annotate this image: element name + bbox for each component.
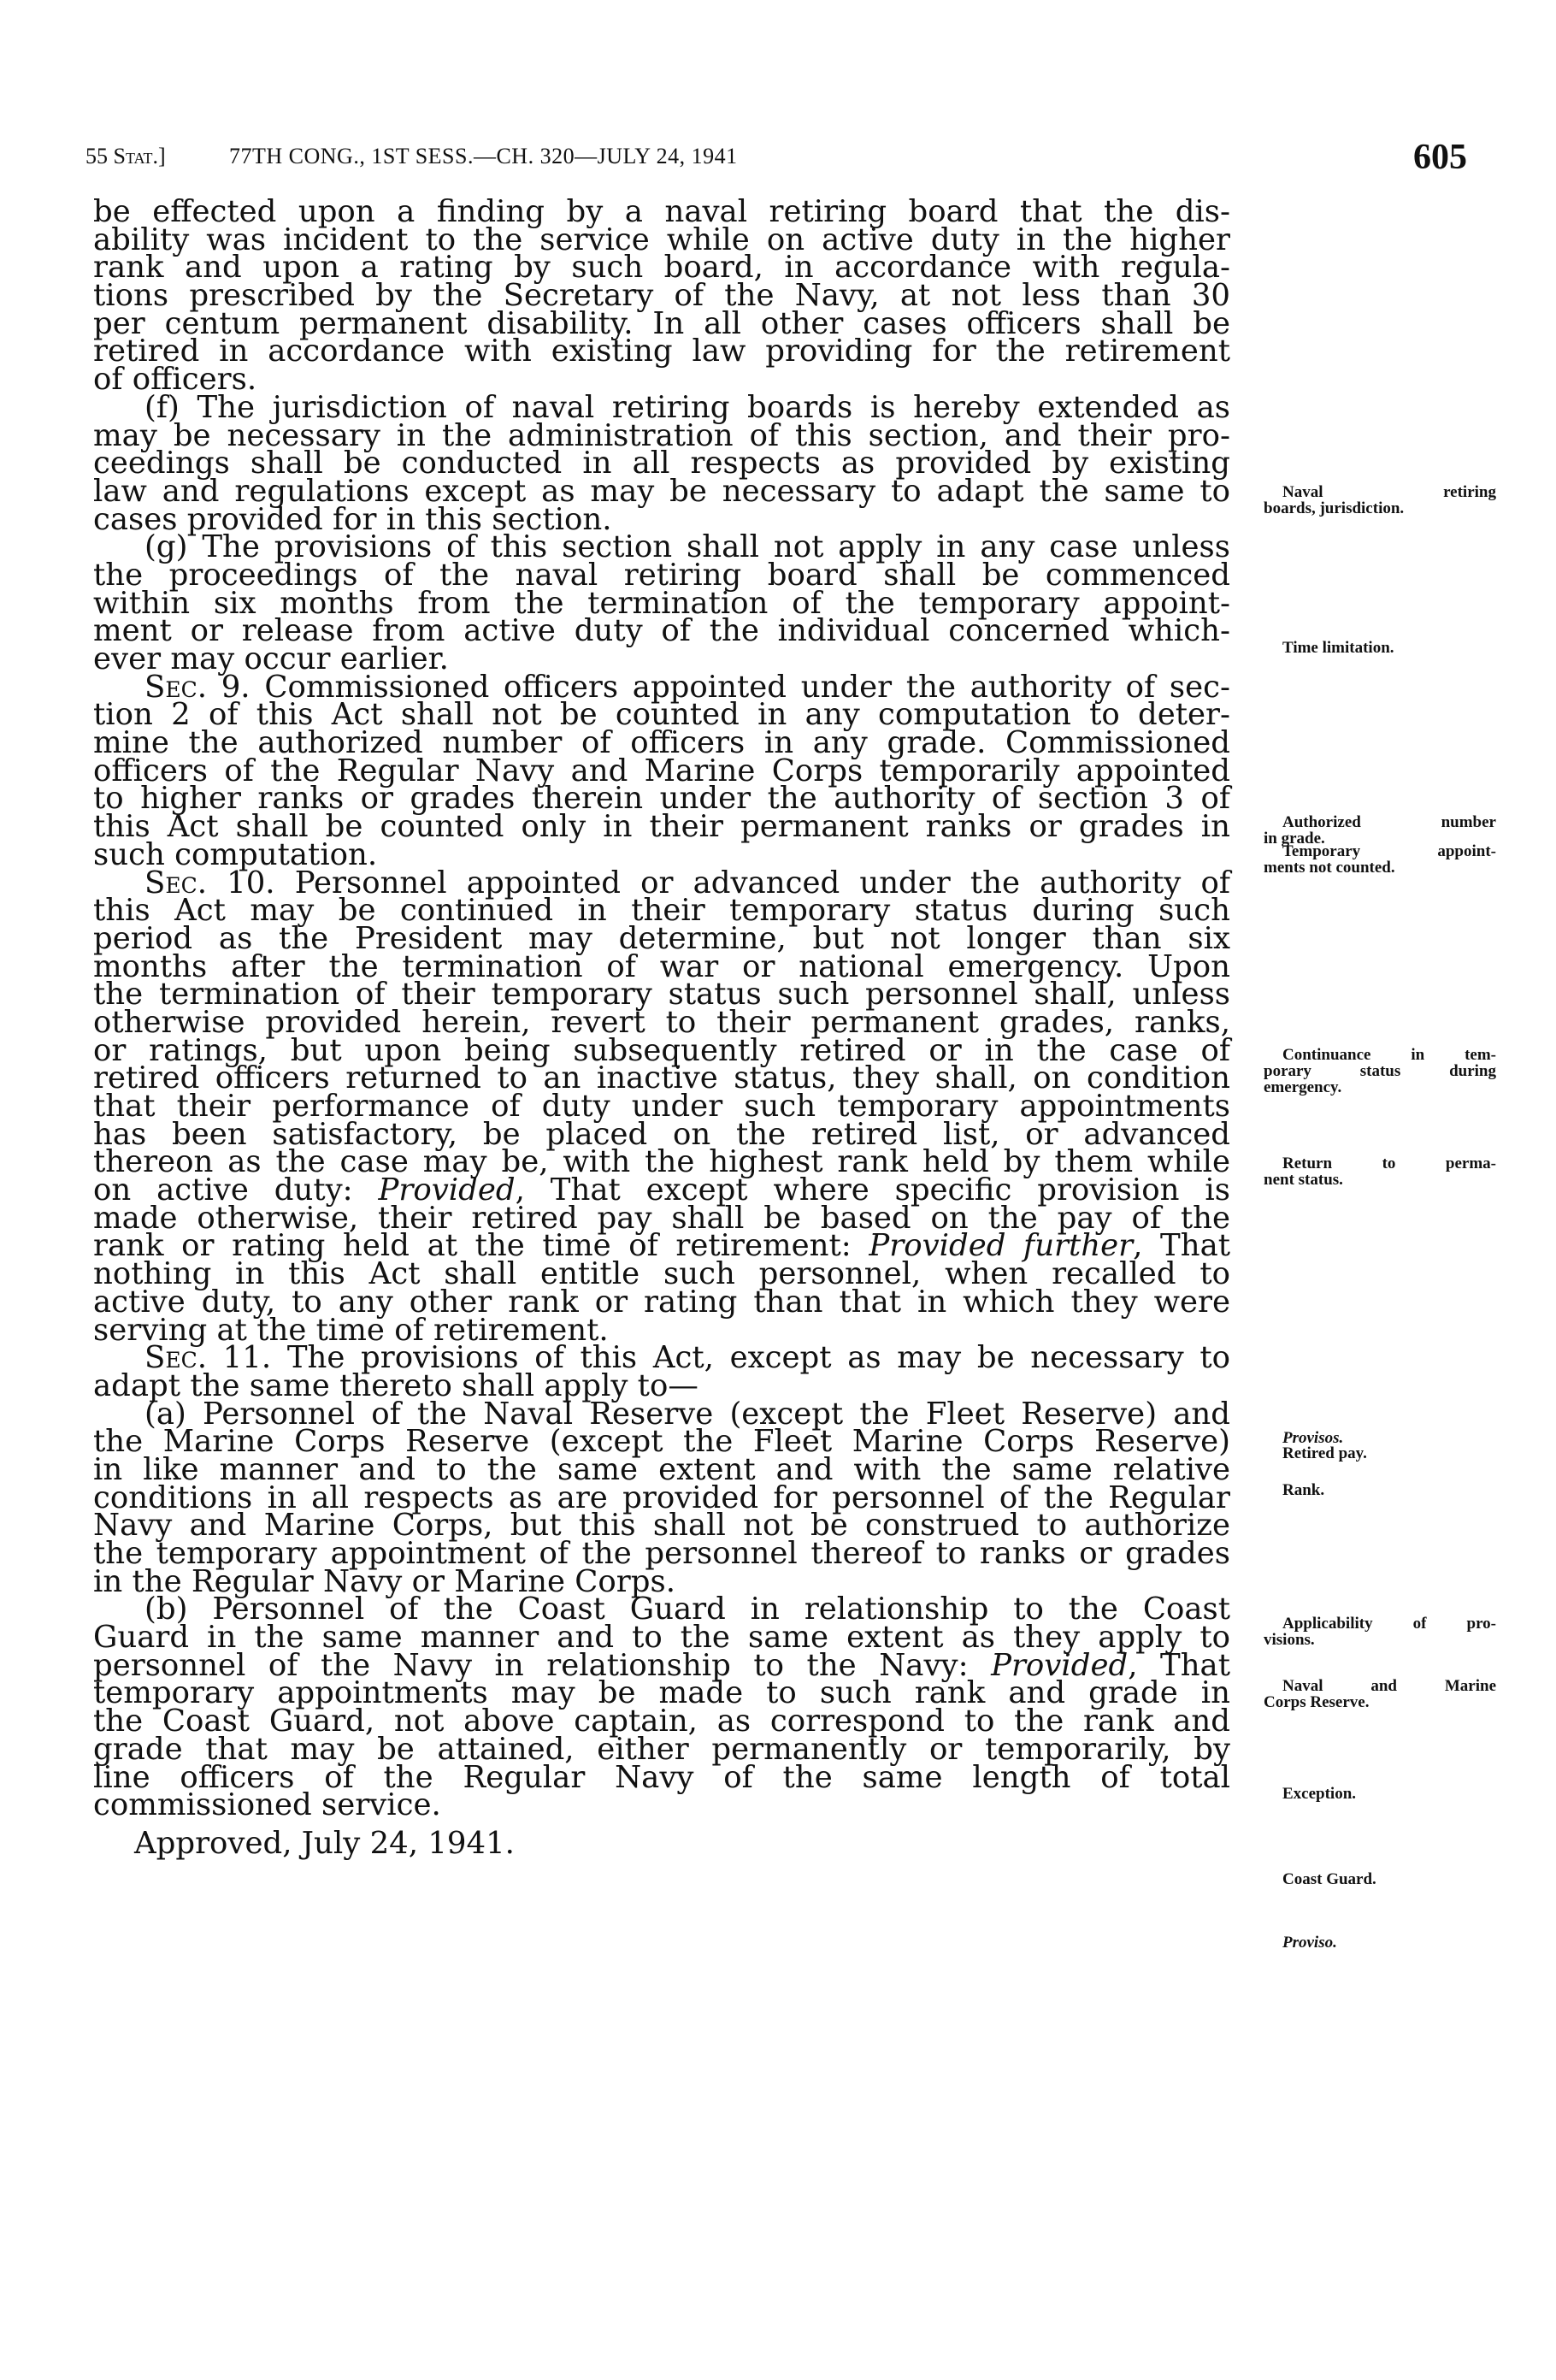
line-text: be effected upon a finding by a naval retiring board that the dis- (93, 194, 1230, 229)
running-head-title: 77TH CONG., 1ST SESS.—CH. 320—JULY 24, 1941 (229, 144, 738, 168)
margin-note-text: porary status during (1264, 1062, 1496, 1080)
body-text (93, 194, 1231, 1861)
margin-note (1264, 1155, 1496, 1188)
margin-note-text: Rank. (1282, 1481, 1325, 1499)
line-text: such computation. (93, 836, 378, 872)
margin-note (1264, 1615, 1496, 1648)
margin-note-text: Naval retiring (1282, 483, 1496, 501)
margin-note-text: Retired pay. (1282, 1444, 1367, 1462)
line-text: nothing in this Act shall entitle such personnel, when recalled to (93, 1256, 1230, 1292)
section-label: Sec. (144, 1340, 207, 1376)
margin-note-text: ments not counted. (1264, 859, 1395, 877)
line-text: (b) Personnel of the Coast Guard in relationship to the Coast (144, 1592, 1230, 1627)
line-text: per centum permanent disability. In all other cases officers shall be (93, 305, 1230, 341)
line-text: in like manner and to the same extent and with the same relative (93, 1451, 1230, 1487)
margin-note-text: Time limitation. (1282, 639, 1394, 657)
line-text: temporary appointments may be made to such rank and grade in (93, 1675, 1230, 1711)
margin-note-text: Proviso. (1282, 1934, 1337, 1952)
line-text: serving at the time of retirement. (93, 1312, 609, 1348)
line-text: ever may occur earlier. (93, 641, 449, 676)
proviso-italic: Provided (378, 1172, 516, 1208)
line-text: (g) The provisions of this section shall not apply in any case unless (144, 529, 1230, 565)
line-text: tions prescribed by the Secretary of the Navy, at not less than 30 (93, 278, 1230, 314)
margin-note-text: Corps Reserve. (1264, 1693, 1370, 1711)
line-text: months after the termination of war or national emergency. Upon (93, 948, 1230, 984)
margin-note-text: Applicability of pro- (1282, 1615, 1496, 1633)
line-text: mine the authorized number of officers in any grade. Commissioned (93, 725, 1230, 761)
line-text: otherwise provided herein, revert to their permanent grades, ranks, (93, 1004, 1230, 1040)
line-text: or ratings, but upon being subsequently retired or in the case of (93, 1032, 1230, 1068)
line-text: may be necessary in the administration of this section, and their pro- (93, 417, 1230, 453)
line-text: rank or rating held at the time of retirement: (93, 1228, 869, 1264)
margin-note (1264, 484, 1496, 517)
line-text: line officers of the Regular Navy of the same length of total (93, 1759, 1230, 1795)
line-text: active duty, to any other rank or rating than that in which they were (93, 1284, 1230, 1320)
line-text: in the Regular Navy or Marine Corps. (93, 1563, 676, 1599)
line-text: , That (1128, 1647, 1230, 1683)
line-text: Navy and Marine Corps, but this shall not be construed to authorize (93, 1508, 1230, 1544)
line-text: retired officers returned to an inactive status, they shall, on condition (93, 1060, 1230, 1096)
line-text: the temporary appointment of the personnel thereof to ranks or grades (93, 1536, 1230, 1571)
line-text: personnel of the Navy in relationship to the Navy: (93, 1647, 992, 1683)
margin-note-text: emergency. (1264, 1078, 1342, 1096)
margin-note-text: Naval and Marine (1282, 1677, 1496, 1695)
line-text: (f) The jurisdiction of naval retiring boards is hereby extended as (144, 389, 1230, 425)
line-text: 10. Personnel appointed or advanced under the authority of (206, 865, 1230, 901)
text-line (93, 334, 1230, 369)
margin-note (1264, 1678, 1496, 1710)
line-text: officers of the Regular Navy and Marine Corps temporarily appointed (93, 753, 1230, 788)
line-text: the proceedings of the naval retiring board shall be commenced (93, 557, 1230, 593)
line-text: that their performance of duty under such temporary appointments (93, 1089, 1230, 1124)
margin-note-text: visions. (1264, 1631, 1315, 1649)
margin-note-text: Return to perma- (1282, 1155, 1496, 1172)
line-text: this Act shall be counted only in their permanent ranks or grades in (93, 809, 1230, 845)
line-text: of officers. (93, 362, 257, 398)
section-label: Sec. (144, 669, 207, 705)
statute-volume (85, 144, 166, 169)
line-text: conditions in all respects as are provided for personnel of the Regular (93, 1479, 1230, 1515)
line-text: ceedings shall be conducted in all respects as provided by existing (93, 446, 1230, 481)
line-text: law and regulations except as may be necessary to adapt the same to (93, 473, 1230, 509)
margin-note-text: Continuance in tem- (1282, 1046, 1496, 1064)
line-text: 11. The provisions of this Act, except as may be necessary to (206, 1340, 1230, 1376)
line-text: ment or release from active duty of the individual concerned which- (93, 613, 1230, 649)
line-text: within six months from the termination of the temporary appoint- (93, 585, 1230, 621)
line-text: ability was incident to the service while on active duty in the higher (93, 221, 1230, 257)
volume-number: 55 (85, 144, 108, 168)
margin-note-text: nent status. (1264, 1171, 1343, 1189)
line-text: made otherwise, their retired pay shall be based on the pay of the (93, 1200, 1230, 1236)
line-text: grade that may be attained, either permanently or temporarily, by (93, 1731, 1230, 1767)
approval-date: Approved, July 24, 1941. (134, 1825, 515, 1861)
margin-note (1264, 640, 1496, 656)
line-text: the Coast Guard, not above captain, as correspond to the rank and (93, 1704, 1230, 1739)
margin-note (1264, 843, 1496, 876)
line-text: thereon as the case may be, with the highest rank held by them while (93, 1144, 1230, 1180)
line-text: to higher ranks or grades therein under the authority of section 3 of (93, 781, 1230, 817)
running-head (0, 137, 1556, 188)
line-text: rank and upon a rating by such board, in accordance with regula- (93, 250, 1230, 286)
line-text: this Act may be continued in their temporary status during such (93, 893, 1230, 929)
margin-note-text: Coast Guard. (1282, 1870, 1376, 1888)
page-number: 605 (1413, 138, 1467, 177)
margin-note-text: Exception. (1282, 1785, 1357, 1803)
line-text: Guard in the same manner and to the same extent as they apply to (93, 1620, 1230, 1656)
volume-label: Stat.] (113, 144, 166, 168)
margin-note-text: in grade. (1264, 830, 1325, 847)
margin-note (1264, 1786, 1496, 1802)
line-text: (a) Personnel of the Naval Reserve (except the Fleet Reserve) and (144, 1396, 1230, 1432)
line-text: retired in accordance with existing law providing for the retirement (93, 334, 1230, 369)
margin-note (1264, 1934, 1496, 1951)
line-text: on active duty: (93, 1172, 379, 1208)
line-text: tion 2 of this Act shall not be counted in any computation to deter- (93, 697, 1230, 733)
line-text: cases provided for in this section. (93, 501, 612, 537)
line-text: adapt the same thereto shall apply to— (93, 1367, 698, 1403)
section-label: Sec. (144, 865, 207, 901)
line-text: commissioned service. (93, 1787, 441, 1823)
margin-note (1264, 1482, 1496, 1498)
margin-note (1264, 1871, 1496, 1887)
line-text: , That (1133, 1228, 1231, 1264)
text-line (93, 1787, 1230, 1823)
line-text: , That except where specific provision is (515, 1172, 1230, 1208)
line-text: has been satisfactory, be placed on the retired list, or advanced (93, 1116, 1230, 1152)
line-text: the Marine Corps Reserve (except the Fleet Marine Corps Reserve) (93, 1424, 1230, 1460)
margin-note (1264, 1445, 1496, 1462)
margin-note-text: Provisos. (1282, 1429, 1344, 1447)
margin-note-text: Authorized number (1282, 813, 1496, 831)
margin-note (1264, 1047, 1496, 1096)
margin-note-text: Temporary appoint- (1282, 842, 1496, 860)
proviso-italic: Provided further (869, 1228, 1134, 1264)
proviso-italic: Provided (991, 1647, 1129, 1683)
line-text: period as the President may determine, but not longer than six (93, 920, 1230, 956)
line-text: 9. Commissioned officers appointed under the authority of sec- (206, 669, 1230, 705)
line-text: the termination of their temporary status such personnel shall, unless (93, 977, 1230, 1013)
margin-note-text: boards, jurisdiction. (1264, 499, 1405, 517)
